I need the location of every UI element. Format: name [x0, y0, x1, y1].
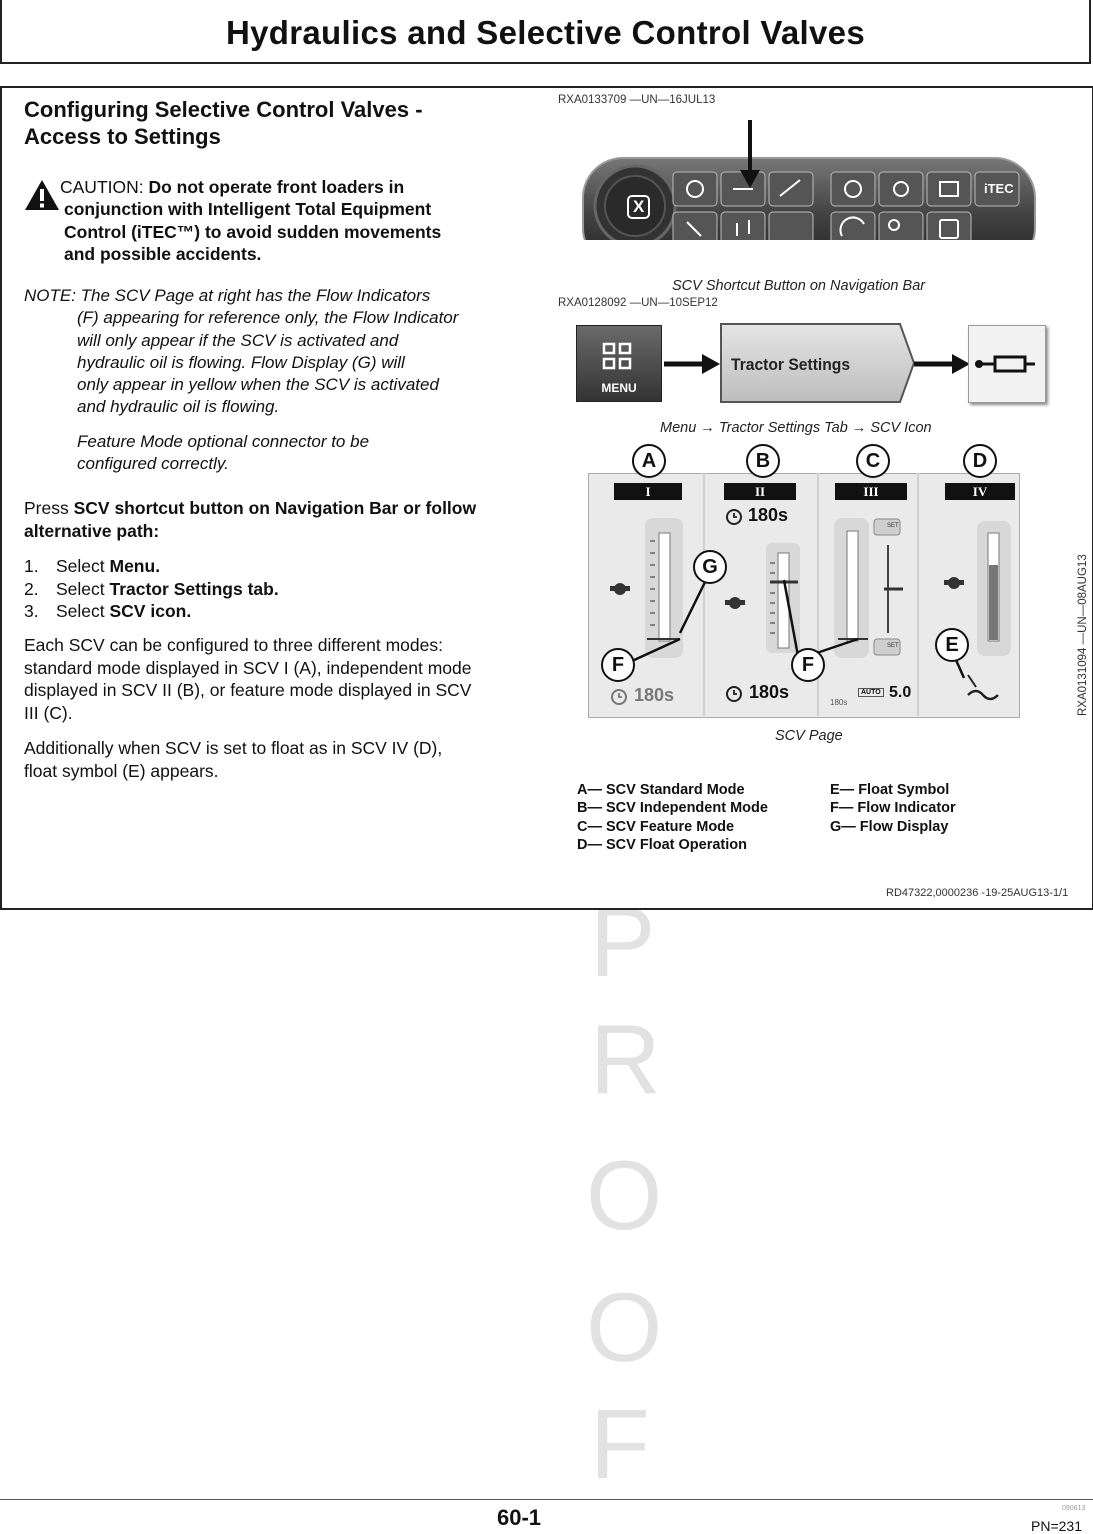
- callout-b: B: [746, 444, 780, 478]
- para1-line4: III (C).: [24, 702, 73, 723]
- para1-line1: Each SCV can be configured to three different modes:: [24, 635, 443, 655]
- modes-paragraph: [24, 634, 544, 724]
- step-text: Select: [56, 578, 110, 599]
- scv1-timer: 180s: [634, 685, 675, 705]
- callout-f: F: [791, 648, 825, 682]
- note-line7: Feature Mode optional connector to be: [77, 431, 370, 451]
- scv3-small-timer: 180s: [830, 698, 848, 707]
- menu-label: MENU: [601, 381, 637, 395]
- figure2-id: RXA0128092 —UN—10SEP12: [558, 297, 718, 309]
- scv2-timer: 180s: [748, 505, 789, 525]
- clock-icon: [725, 685, 743, 703]
- note-line8: configured correctly.: [77, 454, 229, 474]
- scv-column-header-4: IV: [945, 483, 1015, 500]
- watermark-o1: O: [586, 1140, 663, 1250]
- caution-line4: and possible accidents.: [64, 243, 262, 264]
- legend-item-d: D— SCV Float Operation: [577, 836, 747, 853]
- list-item: [24, 600, 279, 623]
- note-block: [24, 285, 534, 475]
- page-title: Hydraulics and Selective Control Valves: [226, 14, 865, 51]
- step-bold: Tractor Settings tab.: [109, 578, 279, 599]
- x-button-label: X: [627, 195, 650, 219]
- press-bold2: alternative path:: [24, 520, 160, 541]
- navigation-bar-figure: [580, 110, 1040, 240]
- legend-item-g: G— Flow Display: [830, 818, 949, 835]
- arrow-right-icon: [914, 352, 970, 376]
- itec-button-label: iTEC: [984, 181, 1014, 196]
- step-number: 1.: [24, 556, 39, 576]
- scv2-bottom-timer: 180s: [749, 682, 790, 702]
- note-line2: (F) appearing for reference only, the Flow Indicator: [77, 308, 459, 328]
- legend-item-f: F— Flow Indicator: [830, 800, 956, 817]
- reference-code: RD47322,0000236 -19-25AUG13-1/1: [886, 887, 1069, 899]
- figure2-caption: Menu → Tractor Settings Tab → SCV Icon: [660, 420, 932, 436]
- caution-line2: conjunction with Intelligent Total Equipment: [64, 199, 432, 220]
- figure3-id: RXA0131094 —UN—08AUG13: [1077, 554, 1089, 716]
- callout-c: C: [856, 444, 890, 478]
- watermark-p: P: [590, 887, 656, 997]
- para1-line2: standard mode displayed in SCV I (A), independent mode: [24, 657, 472, 678]
- caution-line1: Do not operate front loaders in: [143, 177, 405, 197]
- callout-d: D: [963, 444, 997, 478]
- caution-line3: Control (iTEC™) to avoid sudden movements: [64, 221, 442, 242]
- note-line4: hydraulic oil is flowing. Flow Display (G) will: [77, 352, 405, 372]
- page-number: 60-1: [497, 1505, 542, 1530]
- step-bold: SCV icon.: [109, 601, 192, 621]
- step-number: 2.: [24, 578, 39, 599]
- clock-icon: [725, 508, 743, 526]
- menu-grid-icon: [577, 330, 661, 380]
- legend-right: [830, 781, 956, 836]
- para2-line1: Additionally when SCV is set to float as in SCV IV (D),: [24, 738, 443, 758]
- watermark-o2: O: [586, 1272, 663, 1382]
- figure1-caption: SCV Shortcut Button on Navigation Bar: [672, 278, 926, 294]
- note-line3: will only appear if the SCV is activated and: [77, 330, 399, 350]
- figure1-id: RXA0133709 —UN—16JUL13: [558, 94, 716, 106]
- part-number: PN=231: [1031, 1518, 1082, 1534]
- press-bold1: SCV shortcut button on Navigation Bar or follow: [73, 498, 477, 518]
- menu-tile: [576, 325, 662, 402]
- callout-f: F: [601, 648, 635, 682]
- note-line5: only appear in yellow when the SCV is activated: [77, 375, 439, 395]
- legend-item-c: C— SCV Feature Mode: [577, 818, 735, 835]
- legend-item-e: E— Float Symbol: [830, 782, 950, 798]
- footer-divider: [0, 1499, 1093, 1500]
- float-paragraph: [24, 737, 544, 782]
- note-line6: and hydraulic oil is flowing.: [77, 397, 280, 417]
- note-line1: NOTE: The SCV Page at right has the Flow Indicators: [24, 286, 431, 305]
- section-title-line1: Configuring Selective Control Valves -: [24, 97, 423, 122]
- clock-icon: [610, 688, 628, 706]
- figure3-caption: SCV Page: [775, 728, 843, 744]
- step-text: Select: [56, 556, 110, 576]
- list-item: [24, 578, 279, 601]
- caution-label: CAUTION:: [60, 177, 144, 197]
- scv-icon-tile: [968, 325, 1046, 403]
- warning-icon: [24, 178, 60, 212]
- section-title-line2: Access to Settings: [24, 124, 221, 149]
- para1-line3: displayed in SCV II (B), or feature mode displayed in SCV: [24, 680, 472, 700]
- caution-block: [60, 176, 441, 265]
- legend-item-a: A— SCV Standard Mode: [577, 782, 745, 798]
- arrow-right-icon: [664, 352, 720, 376]
- scv-column-header-3: III: [835, 483, 907, 500]
- callout-g: G: [693, 550, 727, 584]
- scv3-value: 5.0: [889, 684, 912, 701]
- tractor-settings-label: Tractor Settings: [731, 355, 851, 374]
- scv3-auto-badge: AUTO: [858, 688, 884, 697]
- steps-list: [24, 555, 279, 623]
- footer-tiny-code: 090613: [1062, 1505, 1086, 1512]
- para2-line2: float symbol (E) appears.: [24, 760, 219, 781]
- legend-left: [577, 781, 768, 854]
- step-number: 3.: [24, 601, 39, 621]
- callout-a: A: [632, 444, 666, 478]
- watermark-f: F: [590, 1389, 650, 1499]
- scv-cylinder-icon: [969, 326, 1045, 402]
- callout-e: E: [935, 628, 969, 662]
- list-item: [24, 555, 279, 578]
- press-instruction: [24, 497, 539, 542]
- scv3-set-top: SET: [887, 523, 899, 529]
- watermark-r: R: [590, 1004, 661, 1114]
- step-text: Select: [56, 601, 110, 621]
- scv-column-header-2: II: [724, 483, 796, 500]
- scv3-set-bottom: SET: [887, 643, 899, 649]
- scv-column-header-1: I: [614, 483, 682, 500]
- step-bold: Menu.: [109, 556, 161, 576]
- legend-item-b: B— SCV Independent Mode: [577, 800, 768, 817]
- press-prefix: Press: [24, 498, 74, 518]
